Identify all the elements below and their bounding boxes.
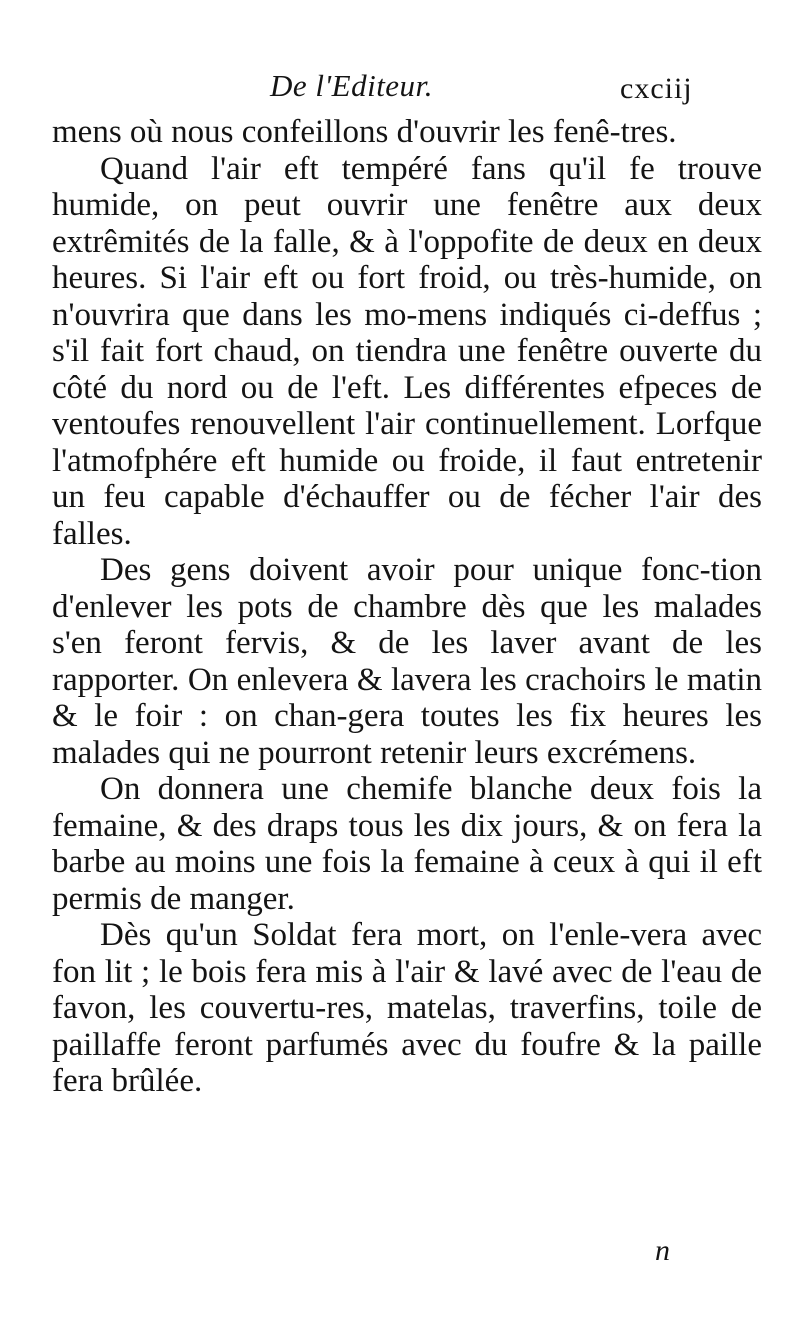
running-head: De l'Editeur.	[270, 68, 433, 103]
paragraph: mens où nous confeillons d'ouvrir les fenê-tres.	[52, 114, 677, 150]
signature-mark: n	[655, 1234, 670, 1267]
page-number: cxciij	[620, 72, 693, 105]
paragraph: On donnera une chemife blanche deux fois la femaine, & des draps tous les dix jours, & on fera la barbe au moins une fois la femaine à ceux à qui il eft permis de manger.	[52, 771, 762, 917]
paragraph: Quand l'air eft tempéré fans qu'il fe trouve humide, on peut ouvrir une fenêtre aux deux extrêmités de la falle, & à l'oppofite de deux en deux heures. Si l'air eft ou fort froid, ou très-humide, on n'ouvrira que dans les mo-mens indiqués ci-deffus ; s'il fait fort chaud, on tiendra une fenêtre ouverte du côté du nord ou de l'eft. Les différentes efpeces de ventoufes renouvellent l'air continuellement. Lorfque l'atmofphére eft humide ou froide, il faut entretenir un feu capable d'échauffer ou de fécher l'air des falles.	[52, 150, 762, 552]
page-header	[0, 68, 800, 112]
body-text	[52, 114, 762, 1100]
paragraph: Dès qu'un Soldat fera mort, on l'enle-vera avec fon lit ; le bois fera mis à l'air & lavé avec de l'eau de favon, les couvertu-res, matelas, traverfins, toile de paillaffe feront parfumés avec du foufre & la paille fera brûlée.	[52, 917, 762, 1099]
paragraph: Des gens doivent avoir pour unique fonc-tion d'enlever les pots de chambre dès que les malades s'en feront fervis, & de les laver avant de les rapporter. On enlevera & lavera les crachoirs le matin & le foir : on chan-gera toutes les fix heures les malades qui ne pourront retenir leurs excrémens.	[52, 552, 762, 771]
